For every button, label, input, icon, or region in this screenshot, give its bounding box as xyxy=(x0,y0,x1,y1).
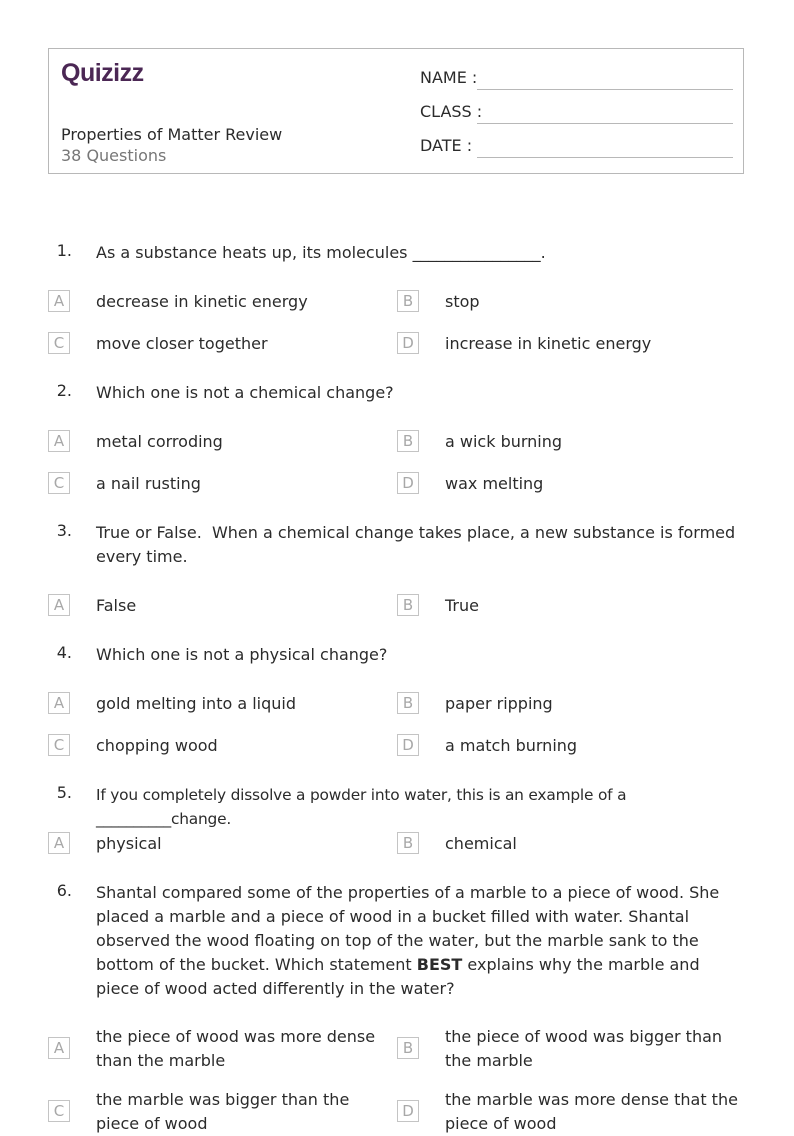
option-letter[interactable]: B xyxy=(397,594,419,616)
question-number: 2. xyxy=(56,381,72,400)
option-letter[interactable]: A xyxy=(48,594,70,616)
question-text: Which one is not a chemical change? xyxy=(96,383,394,402)
option-text: stop xyxy=(445,292,480,311)
question-number: 3. xyxy=(56,521,72,540)
option-letter[interactable]: D xyxy=(397,734,419,756)
option-letter[interactable]: D xyxy=(397,1100,419,1122)
quizizz-logo: Quizizz xyxy=(61,59,144,87)
option-text: the piece of wood was more dense than the marble xyxy=(96,1027,376,1070)
question-text-part: Shantal compared some of the properties of a marble to a piece of wood. She placed a marble and a piece of wood in a bucket filled with water. Shantal observed the wood floating on top of the water, but the marble sank to the bottom of the bucket. Which statement xyxy=(96,883,725,974)
question-text-part: explains why the marble and piece of wood acted differently in the water? xyxy=(96,955,705,998)
name-label: NAME : xyxy=(420,68,478,87)
option-text: gold melting into a liquid xyxy=(96,694,297,713)
option-letter[interactable]: A xyxy=(48,692,70,714)
option-text: increase in kinetic energy xyxy=(445,334,652,353)
question-text: As a substance heats up, its molecules ________________. xyxy=(96,243,546,262)
question-text: True or False. When a chemical change takes place, a new substance is formed every time. xyxy=(96,523,741,566)
option-letter[interactable]: B xyxy=(397,290,419,312)
question-number: 1. xyxy=(56,241,72,260)
option-text: paper ripping xyxy=(445,694,553,713)
option-text: the marble was bigger than the piece of wood xyxy=(96,1090,350,1133)
option-text: decrease in kinetic energy xyxy=(96,292,308,311)
option-letter[interactable]: A xyxy=(48,290,70,312)
option-letter[interactable]: D xyxy=(397,332,419,354)
option-letter[interactable]: B xyxy=(397,692,419,714)
option-letter[interactable]: A xyxy=(48,1037,70,1059)
class-label: CLASS : xyxy=(420,102,483,121)
option-text: chopping wood xyxy=(96,736,218,755)
question-number: 4. xyxy=(56,643,72,662)
question-number: 6. xyxy=(56,881,72,900)
option-text: a match burning xyxy=(445,736,578,755)
option-letter[interactable]: B xyxy=(397,1037,419,1059)
option-letter[interactable]: C xyxy=(48,472,70,494)
date-line[interactable] xyxy=(477,157,733,158)
worksheet-header xyxy=(48,48,744,174)
option-text: True xyxy=(445,596,479,615)
question-text xyxy=(96,881,746,1001)
option-text: False xyxy=(96,596,137,615)
option-text: physical xyxy=(96,834,162,853)
option-text: the piece of wood was bigger than the marble xyxy=(445,1027,723,1070)
option-letter[interactable]: B xyxy=(397,430,419,452)
name-line[interactable] xyxy=(477,89,733,90)
option-letter[interactable]: D xyxy=(397,472,419,494)
question-number: 5. xyxy=(56,783,72,802)
option-text: a nail rusting xyxy=(96,474,201,493)
option-letter[interactable]: C xyxy=(48,734,70,756)
option-text: a wick burning xyxy=(445,432,563,451)
question-text: If you completely dissolve a powder into water, this is an example of a __________change. xyxy=(96,786,632,828)
worksheet-title: Properties of Matter Review xyxy=(61,125,283,144)
option-text: wax melting xyxy=(445,474,544,493)
option-letter[interactable]: A xyxy=(48,832,70,854)
option-text: move closer together xyxy=(96,334,268,353)
option-letter[interactable]: B xyxy=(397,832,419,854)
question-count: 38 Questions xyxy=(61,146,167,165)
question-emphasis: BEST xyxy=(416,955,463,974)
option-text: chemical xyxy=(445,834,517,853)
class-line[interactable] xyxy=(477,123,733,124)
question-text: Which one is not a physical change? xyxy=(96,645,388,664)
option-text: the marble was more dense that the piece of wood xyxy=(445,1090,738,1133)
option-letter[interactable]: C xyxy=(48,1100,70,1122)
option-text: metal corroding xyxy=(96,432,223,451)
option-letter[interactable]: A xyxy=(48,430,70,452)
date-label: DATE : xyxy=(420,136,473,155)
option-letter[interactable]: C xyxy=(48,332,70,354)
